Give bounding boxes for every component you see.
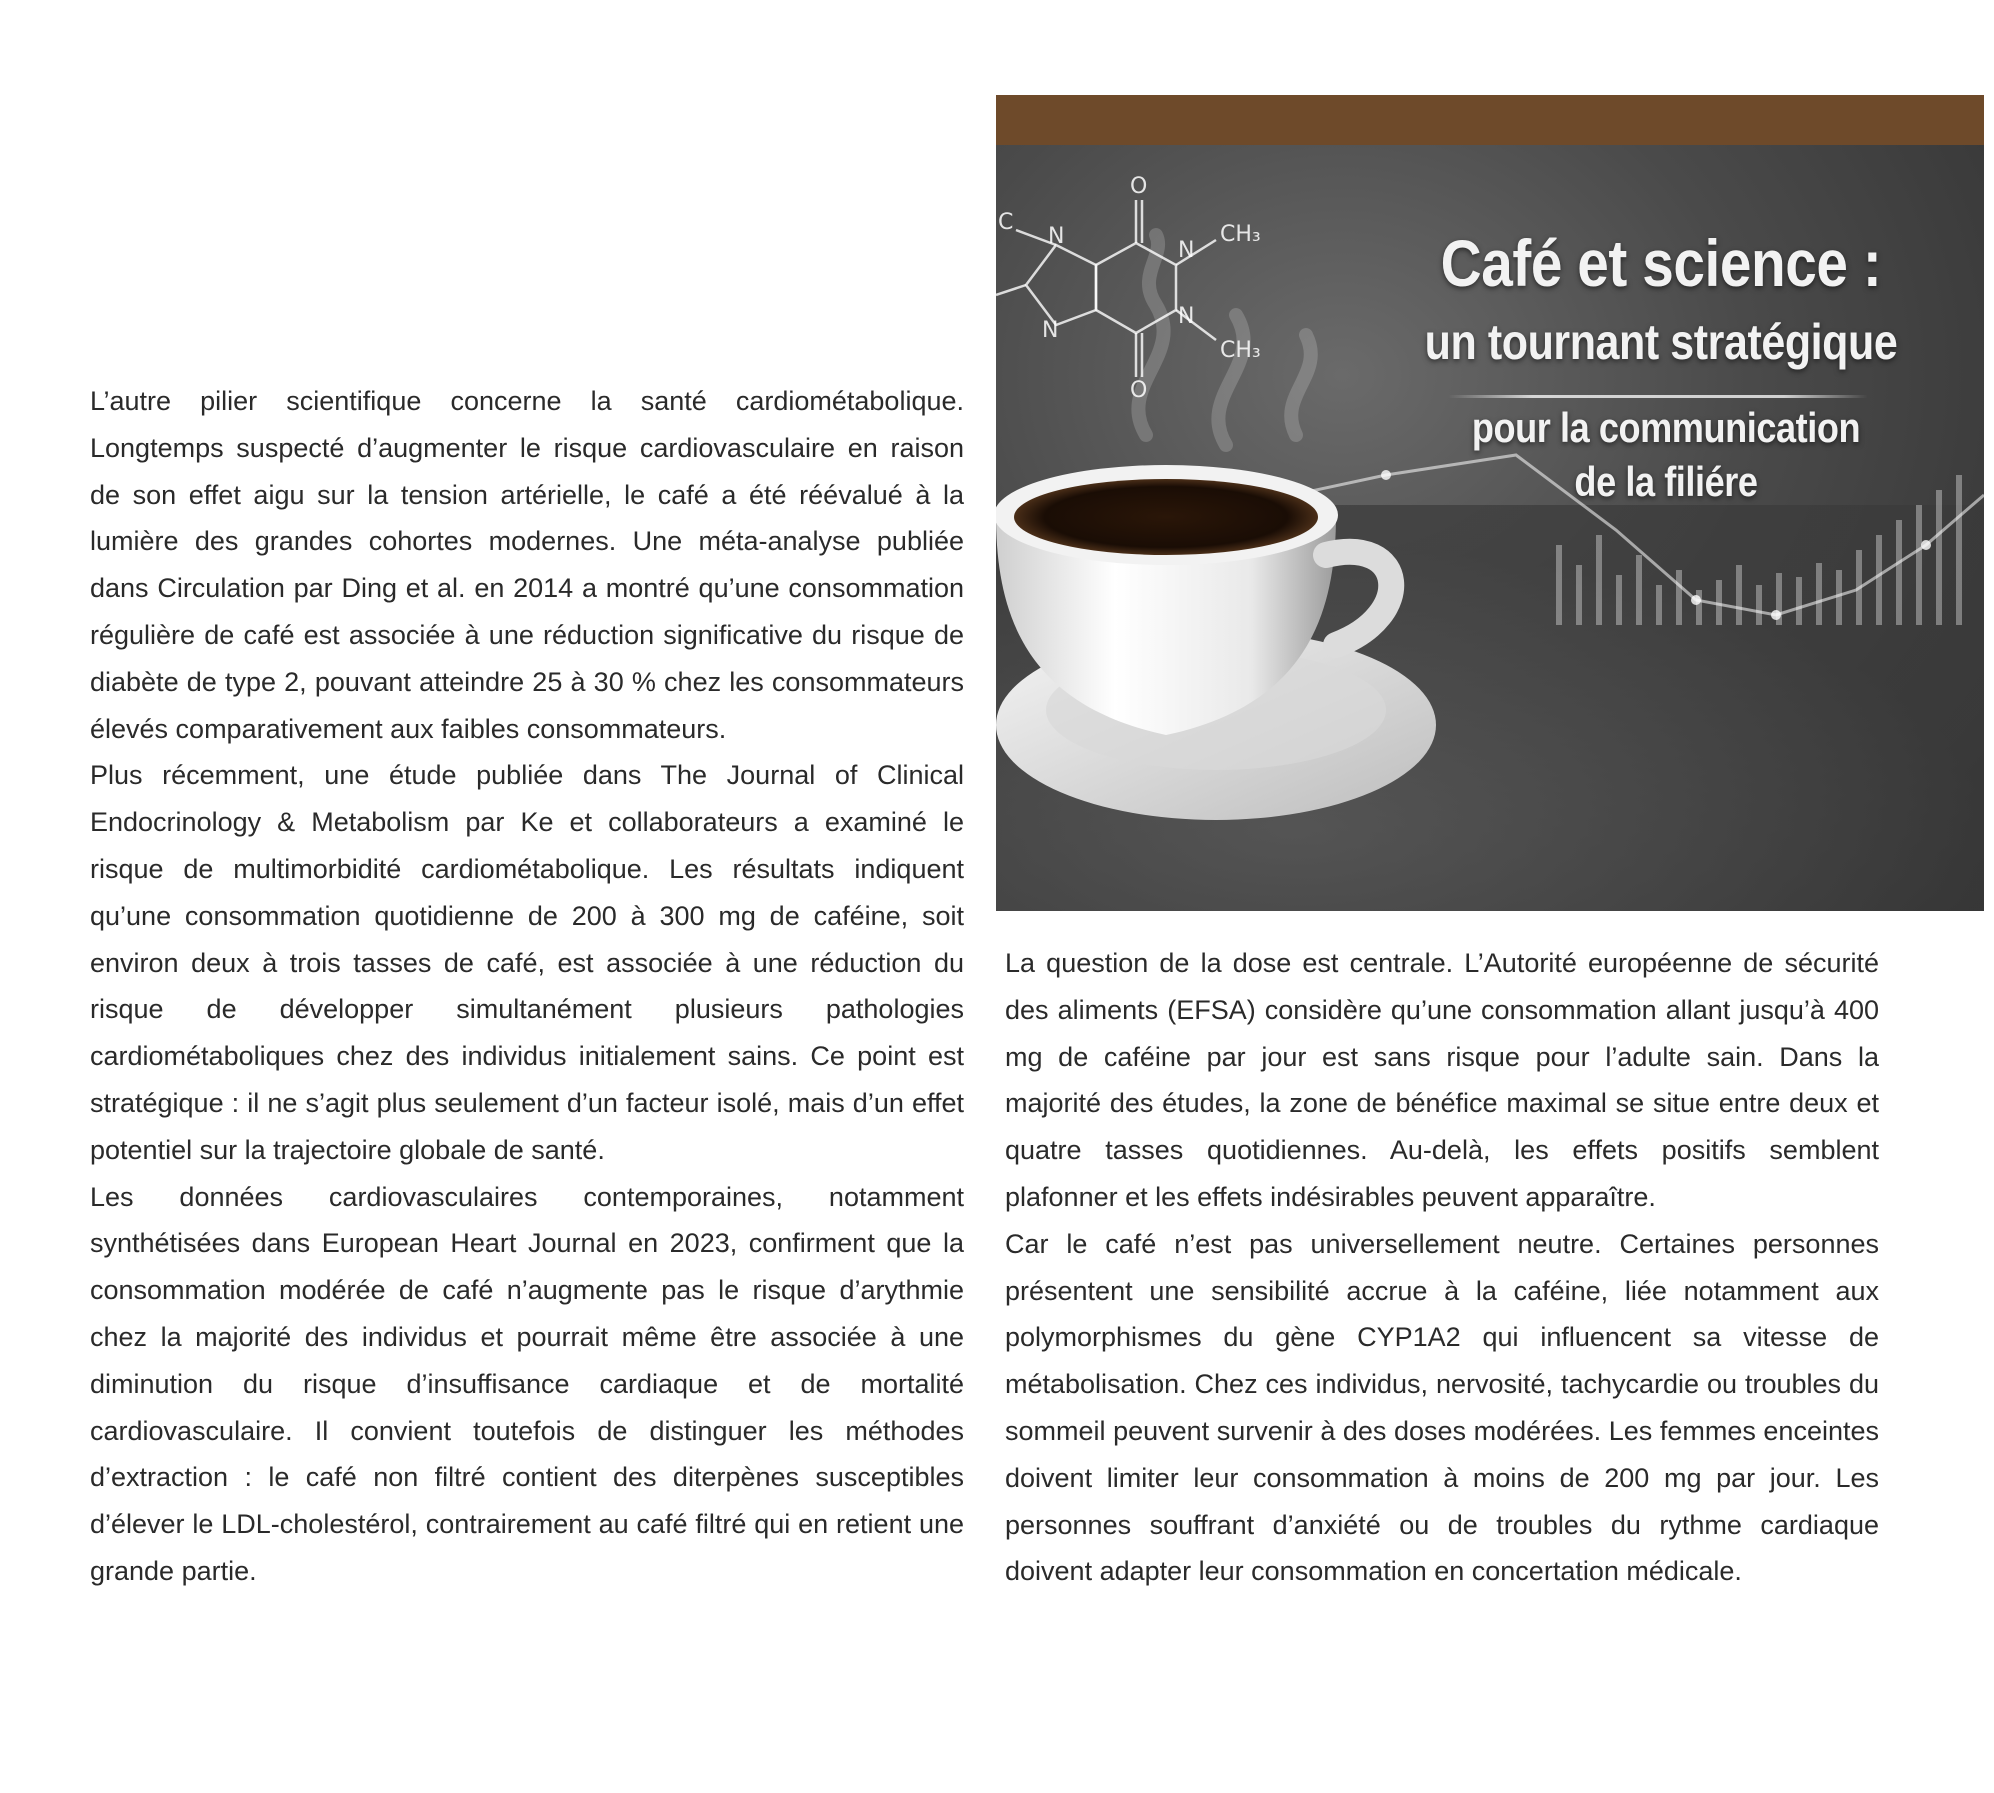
paragraph-multimorbidity: Plus récemment, une étude publiée dans The Journal of Clinical Endocrinology & Metabolism par Ke et collaborateurs a examiné le risque de multimorbidité cardiométabolique. Les résultats indiquent qu’une consommation quotidienne de 200 à 300 mg de caféine, soit environ deux à trois tasses de café, est associée à une réduction du risque de développer simultanément plusieurs pathologies cardiométaboliques chez des individus initialement sains. Ce point est stratégique : il ne s’agit plus seulement d’un facteur isolé, mais d’un effet potentiel sur la trajectoire globale de santé. [90, 760, 964, 1165]
molecule-nitrogen-1: N [1178, 238, 1195, 263]
hero-subtitle: un tournant stratégique [1424, 314, 1898, 370]
right-text-column [1005, 940, 1879, 1595]
hero-image [996, 95, 1984, 911]
hero-title-divider [1448, 395, 1868, 398]
coffee [1014, 479, 1318, 555]
molecule-methyl-1: CH₃ [1220, 222, 1261, 247]
molecule-oxygen-bottom: O [1130, 378, 1148, 403]
paragraph-cardiometabolic: L’autre pilier scientifique concerne la santé cardiométabolique. Longtemps suspecté d’augmenter le risque cardiovasculaire en raison de son effet aigu sur la tension artérielle, le café a été réévalué à la lumière des grandes cohortes modernes. Une méta-analyse publiée dans Circulation par Ding et al. en 2014 a montré qu’une consommation régulière de café est associée à une réduction significative du risque de diabète de type 2, pouvant atteindre 25 à 30 % chez les consommateurs élevés comparativement aux faibles consommateurs. [90, 386, 964, 744]
hero-title: Café et science : [1440, 226, 1882, 300]
molecule-nitrogen-4: N [1042, 318, 1059, 343]
molecule-nitrogen-2: N [1178, 304, 1195, 329]
molecule-nitrogen-3: N [1048, 224, 1065, 249]
left-text-column [90, 378, 964, 1595]
molecule-carbon: C [998, 210, 1014, 235]
hero-top-band [996, 95, 1984, 145]
paragraph-sensitivity: Car le café n’est pas universellement neutre. Certaines personnes présentent une sensibilité accrue à la caféine, liée notamment aux polymorphismes du gène CYP1A2 qui influencent sa vitesse de métabolisation. Chez ces individus, nervosité, tachycardie ou troubles du sommeil peuvent survenir à des doses modérées. Les femmes enceintes doivent limiter leur consommation à moins de 200 mg par jour. Les personnes souffrant d’anxiété ou de troubles du rythme cardiaque doivent adapter leur consommation en concertation médicale. [1005, 1228, 1879, 1587]
hero-tagline: pour la communication de la filiére [1471, 404, 1861, 505]
molecule-methyl-2: CH₃ [1220, 338, 1261, 363]
molecule-oxygen-top: O [1130, 174, 1148, 199]
caffeine-molecule [996, 200, 1216, 377]
paragraph-dose: La question de la dose est centrale. L’Autorité européenne de sécurité des aliments (EFSA) considère qu’une consommation allant jusqu’à 400 mg de caféine par jour est sans risque pour l’adulte sain. Dans la majorité des études, la zone de bénéfice maximal se situe entre deux et quatre tasses quotidiennes. Au-delà, les effets positifs semblent plafonner et les effets indésirables peuvent apparaître. [1005, 948, 1879, 1212]
paragraph-cardiovascular-data: Les données cardiovasculaires contemporaines, notamment synthétisées dans European Heart Journal en 2023, confirment que la consommation modérée de café n’augmente pas le risque d’arythmie chez la majorité des individus et pourrait même être associée à une diminution du risque d’insuffisance cardiaque et de mortalité cardiovasculaire. Il convient toutefois de distinguer les méthodes d’extraction : le café non filtré contient des diterpènes susceptibles d’élever le LDL-cholestérol, contrairement au café filtré qui en retient une grande partie. [90, 1181, 964, 1586]
